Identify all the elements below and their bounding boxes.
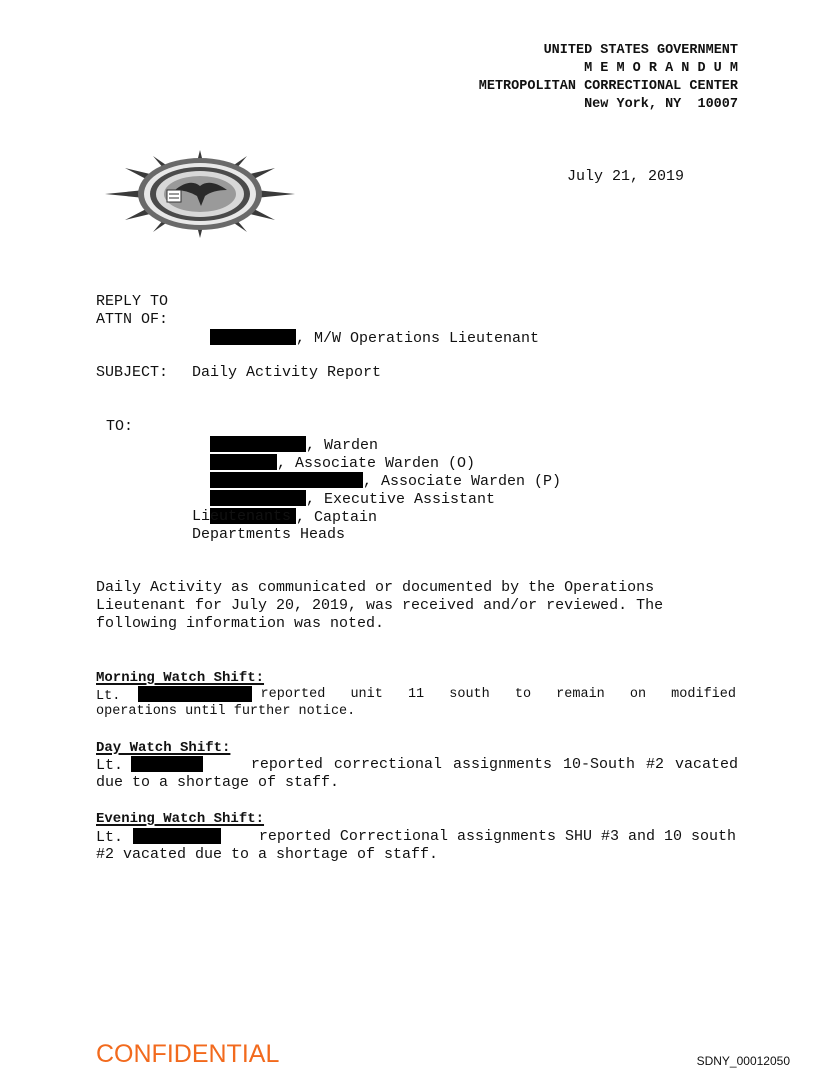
recipient-warden: , Warden (192, 418, 378, 455)
day-watch-title: Day Watch Shift: (96, 740, 231, 756)
evening-prefix: Lt. (96, 828, 221, 847)
memo-date: July 21, 2019 (567, 168, 685, 185)
recipient-captain: , Captain (192, 490, 377, 527)
attn-of-role: , M/W Operations Lieutenant (296, 330, 540, 347)
morning-watch-line-2: operations until further notice. (96, 704, 356, 719)
recipient-executive-assistant: , Executive Assistant (192, 472, 495, 509)
day-watch-line-1 (96, 756, 738, 775)
intro-line-3: following information was noted. (96, 615, 385, 632)
evening-watch-line-2: #2 vacated due to a shortage of staff. (96, 846, 439, 863)
header-line-4: New York, NY 10007 (584, 97, 738, 112)
intro-line-1: Daily Activity as communicated or documented by the Operations (96, 579, 655, 596)
day-text-1: reported correctional assignments 10-South #2 vacated (250, 756, 738, 773)
redaction-bar (131, 756, 203, 772)
evening-text-1: reported Correctional assignments SHU #3 and 10 south (258, 828, 736, 845)
to-label: TO: (106, 418, 134, 435)
day-watch-line-2: due to a shortage of staff. (96, 774, 340, 791)
redaction-bar (133, 828, 221, 844)
morning-prefix: Lt. (96, 686, 252, 705)
recipient-associate-warden-o: , Associate Warden (O) (192, 436, 475, 473)
recipient-associate-warden-p: , Associate Warden (P) (192, 454, 561, 491)
redaction-bar (210, 329, 296, 345)
doj-seal-icon (86, 132, 276, 220)
evening-watch-title: Evening Watch Shift: (96, 811, 265, 827)
morning-watch-title: Morning Watch Shift: (96, 670, 265, 686)
intro-line-2: Lieutenant for July 20, 2019, was received and/or reviewed. The (96, 597, 664, 614)
attn-of-label: ATTN OF: (96, 311, 169, 328)
redaction-bar (138, 686, 252, 702)
recipient-department-heads: Departments Heads (192, 526, 346, 543)
day-prefix: Lt. (96, 756, 203, 775)
attn-of-value (192, 311, 539, 348)
reply-to-label: REPLY TO (96, 293, 169, 310)
subject-value: Daily Activity Report (192, 364, 382, 381)
header-line-3: METROPOLITAN CORRECTIONAL CENTER (478, 79, 738, 94)
evening-watch-line-1 (96, 828, 736, 847)
subject-label: SUBJECT: (96, 364, 169, 381)
recipient-lieutenants: Lieutenants (192, 508, 292, 525)
bates-number: SDNY_00012050 (696, 1054, 790, 1068)
header-line-2: M E M O R A N D U M (584, 61, 738, 76)
morning-text-1: reported unit 11 south to remain on modified (260, 687, 736, 702)
header-line-1: UNITED STATES GOVERNMENT (543, 43, 738, 58)
confidential-stamp: CONFIDENTIAL (96, 1040, 280, 1068)
